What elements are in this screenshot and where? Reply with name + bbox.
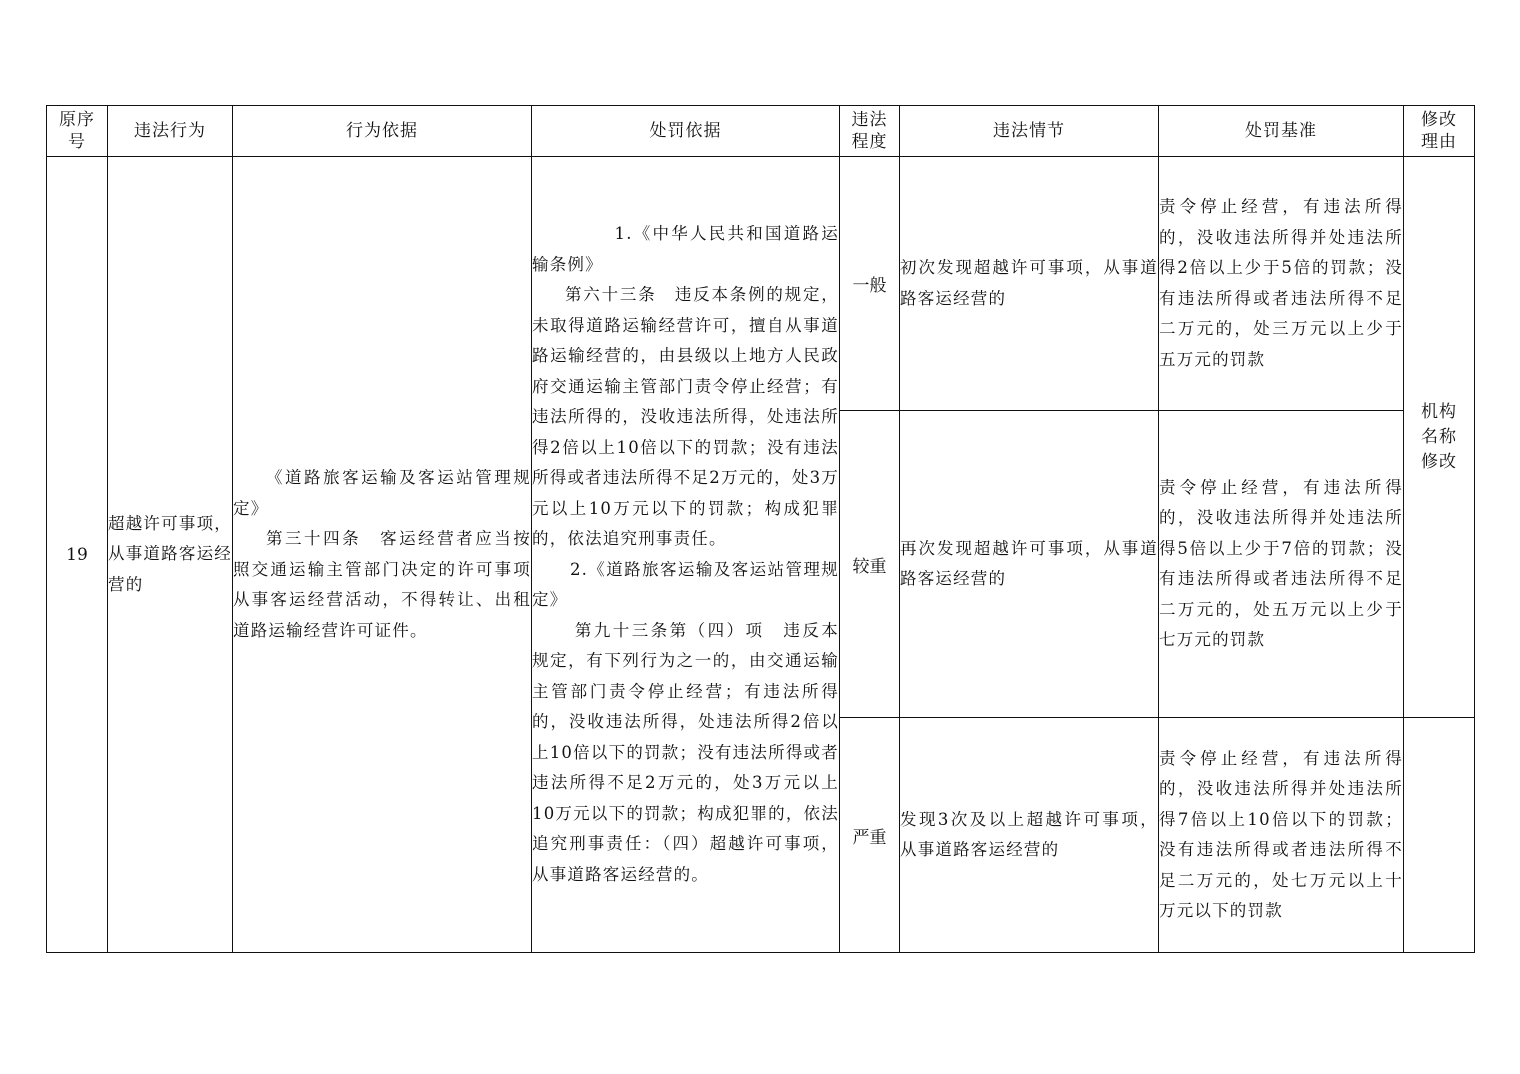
header-seq-line-2: 号	[68, 132, 86, 152]
act-basis-article: 第三十四条 客运经营者应当按照交通运输主管部门决定的许可事项从事客运经营活动，不得转让、出租道路运输经营许可证件。	[233, 529, 531, 640]
circumstance-serious: 再次发现超越许可事项，从事道路客运经营的	[900, 411, 1159, 718]
header-standard: 处罚基准	[1159, 106, 1404, 157]
circumstance-general: 初次发现超越许可事项，从事道路客运经营的	[900, 157, 1159, 411]
table-row-level-general	[47, 157, 1475, 411]
reason-cell	[1404, 157, 1475, 718]
header-penalty-basis: 处罚依据	[532, 106, 840, 157]
degree-serious: 较重	[840, 411, 900, 718]
header-degree-line-2: 程度	[851, 132, 888, 152]
header-reason-line-2: 理由	[1421, 132, 1457, 152]
reason-empty-cell	[1404, 718, 1475, 953]
penalty-basis-law-1-article: 第六十三条 违反本条例的规定，未取得道路运输经营许可，擅自从事道路运输经营的，由县级以上地方人民政府交通运输主管部门责令停止经营；有违法所得的，没收违法所得，处违法所得2倍以上10倍以下的罚款；没有违法所得或者违法所得不足2万元的，处3万元以上10万元以下的罚款；构成犯罪的，依法追究刑事责任。	[532, 285, 839, 548]
seq-cell: 19	[47, 157, 108, 953]
reason-line-1: 机构	[1421, 401, 1457, 422]
header-act-basis: 行为依据	[233, 106, 532, 157]
header-seq-line-1: 原序	[59, 110, 95, 130]
header-circumstance: 违法情节	[900, 106, 1159, 157]
reason-line-2: 名称	[1421, 426, 1457, 447]
degree-general: 一般	[840, 157, 900, 411]
act-basis-cell	[233, 157, 532, 953]
circumstance-severe: 发现3次及以上超越许可事项，从事道路客运经营的	[900, 718, 1159, 953]
header-seq	[47, 106, 108, 157]
act-cell: 超越许可事项，从事道路客运经营的	[108, 157, 233, 953]
header-reason	[1404, 106, 1475, 157]
penalty-basis-law-1-title: 1.《中华人民共和国道路运输条例》	[532, 224, 839, 274]
standard-severe: 责令停止经营，有违法所得的，没收违法所得并处违法所得7倍以上10倍以下的罚款；没有违法所得或者违法所得不足二万元的，处七万元以上十万元以下的罚款	[1159, 718, 1404, 953]
penalty-basis-law-2-title: 2.《道路旅客运输及客运站管理规定》	[532, 559, 839, 609]
standard-general: 责令停止经营，有违法所得的，没收违法所得并处违法所得2倍以上少于5倍的罚款；没有违法所得或者违法所得不足二万元的，处三万元以上少于五万元的罚款	[1159, 157, 1404, 411]
penalty-standard-table	[46, 105, 1475, 953]
standard-serious: 责令停止经营，有违法所得的，没收违法所得并处违法所得5倍以上少于7倍的罚款；没有违法所得或者违法所得不足二万元的，处五万元以上少于七万元的罚款	[1159, 411, 1404, 718]
header-reason-line-1: 修改	[1421, 110, 1457, 130]
header-act: 违法行为	[108, 106, 233, 157]
reason-line-3: 修改	[1421, 451, 1457, 472]
degree-severe: 严重	[840, 718, 900, 953]
header-degree	[840, 106, 900, 157]
act-basis-title: 《道路旅客运输及客运站管理规定》	[233, 468, 531, 518]
penalty-basis-cell	[532, 157, 840, 953]
penalty-basis-law-2-article: 第九十三条第（四）项 违反本规定，有下列行为之一的，由交通运输主管部门责令停止经营；有违法所得的，没收违法所得，处违法所得2倍以上10倍以下的罚款；没有违法所得或者违法所得不足2万元的，处3万元以上10万元以下的罚款；构成犯罪的，依法追究刑事责任：（四）超越许可事项，从事道路客运经营的。	[532, 620, 839, 884]
table-header-row	[47, 106, 1475, 157]
header-degree-line-1: 违法	[851, 110, 888, 130]
